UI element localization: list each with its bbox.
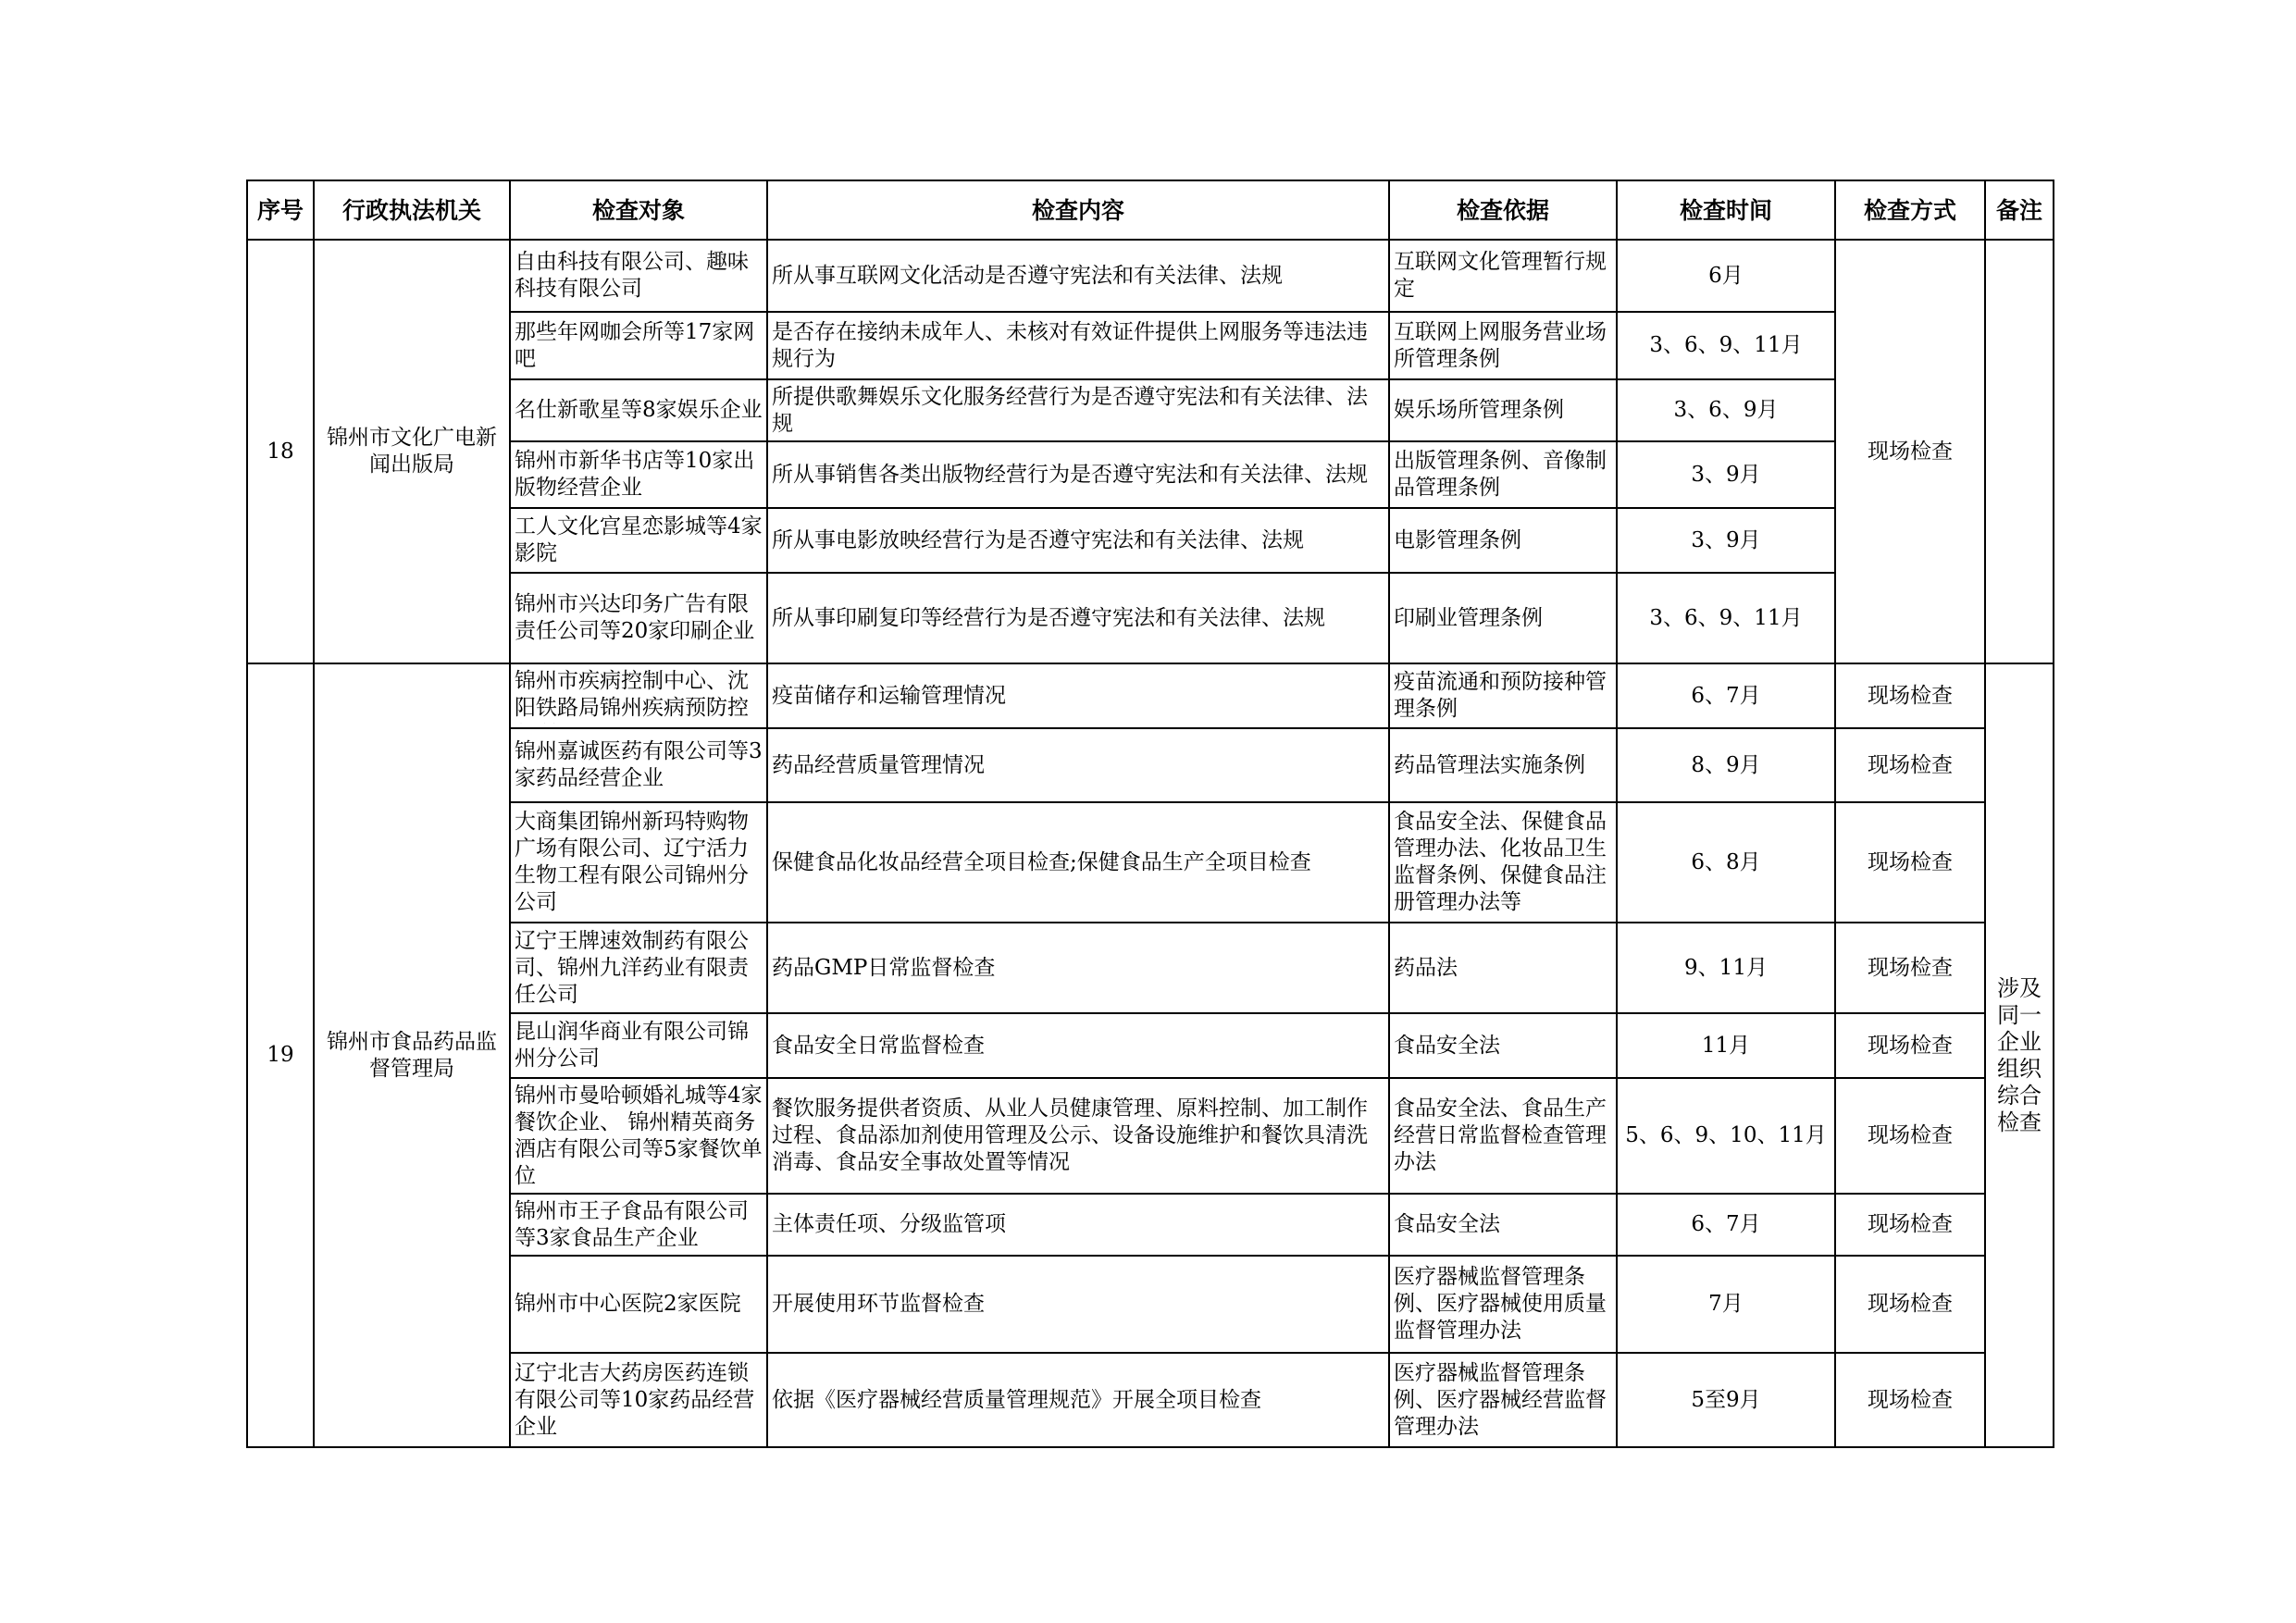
content-cell: 所从事销售各类出版物经营行为是否遵守宪法和有关法律、法规 — [767, 441, 1389, 508]
content-cell: 药品GMP日常监督检查 — [767, 923, 1389, 1013]
method-cell: 现场检查 — [1835, 240, 1985, 663]
table-row — [247, 441, 2054, 508]
target-cell: 那些年网咖会所等17家网吧 — [510, 312, 767, 379]
target-cell: 锦州市王子食品有限公司等3家食品生产企业 — [510, 1194, 767, 1256]
basis-cell — [1389, 1256, 1617, 1353]
target-cell: 大商集团锦州新玛特购物广场有限公司、辽宁活力生物工程有限公司锦州分公司 — [510, 802, 767, 923]
content-cell: 疫苗储存和运输管理情况 — [767, 663, 1389, 728]
basis-cell: 医疗器械监督管理条例、医疗器械经营监督管理办法 — [1389, 1353, 1617, 1447]
basis-cell: 食品安全法、保健食品管理办法、化妆品卫生监督条例、保健食品注册管理办法等 — [1389, 802, 1617, 923]
method-cell: 现场检查 — [1835, 1353, 1985, 1447]
table-row — [247, 1256, 2054, 1353]
inspection-table — [246, 180, 2054, 1448]
table-row — [247, 573, 2054, 663]
method-cell: 现场检查 — [1835, 1194, 1985, 1256]
table-row — [247, 312, 2054, 379]
basis-cell: 疫苗流通和预防接种管理条例 — [1389, 663, 1617, 728]
table-row — [247, 923, 2054, 1013]
basis-cell: 出版管理条例、音像制品管理条例 — [1389, 441, 1617, 508]
content-cell: 依据《医疗器械经营质量管理规范》开展全项目检查 — [767, 1353, 1389, 1447]
target-cell: 工人文化宫星恋影城等4家影院 — [510, 508, 767, 573]
seq-cell: 18 — [247, 240, 314, 663]
target-cell: 锦州市中心医院2家医院 — [510, 1256, 767, 1353]
content-cell: 主体责任项、分级监管项 — [767, 1194, 1389, 1256]
col-header-method: 检查方式 — [1835, 180, 1985, 240]
content-cell: 所从事电影放映经营行为是否遵守宪法和有关法律、法规 — [767, 508, 1389, 573]
header-row — [247, 180, 2054, 240]
time-cell: 7月 — [1617, 1256, 1835, 1353]
col-header-agency: 行政执法机关 — [314, 180, 510, 240]
basis-text: 医疗器械监督管理条例、医疗器械使用质量监督管理办法 — [1394, 1265, 1607, 1343]
method-cell: 现场检查 — [1835, 728, 1985, 802]
time-cell: 6、8月 — [1617, 802, 1835, 923]
target-cell: 昆山润华商业有限公司锦州分公司 — [510, 1013, 767, 1078]
content-cell: 餐饮服务提供者资质、从业人员健康管理、原料控制、加工制作过程、食品添加剂使用管理及公示、设备设施维护和餐饮具清洗消毒、食品安全事故处置等情况 — [767, 1078, 1389, 1194]
content-cell: 所从事印刷复印等经营行为是否遵守宪法和有关法律、法规 — [767, 573, 1389, 663]
table-row — [247, 728, 2054, 802]
col-header-basis: 检查依据 — [1389, 180, 1617, 240]
col-header-content: 检查内容 — [767, 180, 1389, 240]
basis-cell: 食品安全法 — [1389, 1013, 1617, 1078]
time-cell: 8、9月 — [1617, 728, 1835, 802]
time-cell: 5、6、9、10、11月 — [1617, 1078, 1835, 1194]
time-cell: 3、6、9月 — [1617, 379, 1835, 441]
target-cell: 辽宁王牌速效制药有限公司、锦州九洋药业有限责任公司 — [510, 923, 767, 1013]
table-row — [247, 1353, 2054, 1447]
target-cell: 锦州市兴达印务广告有限责任公司等20家印刷企业 — [510, 573, 767, 663]
basis-cell: 娱乐场所管理条例 — [1389, 379, 1617, 441]
table-row — [247, 379, 2054, 441]
content-cell: 所提供歌舞娱乐文化服务经营行为是否遵守宪法和有关法律、法规 — [767, 379, 1389, 441]
basis-cell: 印刷业管理条例 — [1389, 573, 1617, 663]
time-cell: 3、6、9、11月 — [1617, 312, 1835, 379]
target-cell: 锦州嘉诚医药有限公司等3家药品经营企业 — [510, 728, 767, 802]
target-cell — [510, 663, 767, 728]
col-header-time: 检查时间 — [1617, 180, 1835, 240]
time-cell: 3、9月 — [1617, 441, 1835, 508]
content-cell: 开展使用环节监督检查 — [767, 1256, 1389, 1353]
target-cell: 自由科技有限公司、趣味科技有限公司 — [510, 240, 767, 312]
target-cell: 锦州市新华书店等10家出版物经营企业 — [510, 441, 767, 508]
time-cell: 3、6、9、11月 — [1617, 573, 1835, 663]
method-cell: 现场检查 — [1835, 923, 1985, 1013]
basis-cell: 互联网上网服务营业场所管理条例 — [1389, 312, 1617, 379]
basis-cell: 食品安全法 — [1389, 1194, 1617, 1256]
seq-cell: 19 — [247, 663, 314, 1447]
time-cell: 5至9月 — [1617, 1353, 1835, 1447]
time-cell: 3、9月 — [1617, 508, 1835, 573]
table-row — [247, 1013, 2054, 1078]
table-row — [247, 508, 2054, 573]
table-row — [247, 1078, 2054, 1194]
method-cell: 现场检查 — [1835, 802, 1985, 923]
content-cell: 是否存在接纳未成年人、未核对有效证件提供上网服务等违法违规行为 — [767, 312, 1389, 379]
content-cell: 食品安全日常监督检查 — [767, 1013, 1389, 1078]
time-cell: 6、7月 — [1617, 663, 1835, 728]
content-cell: 保健食品化妆品经营全项目检查;保健食品生产全项目检查 — [767, 802, 1389, 923]
inspection-plan-sheet — [246, 180, 2053, 1448]
remark-cell-empty — [1985, 240, 2054, 663]
basis-cell: 电影管理条例 — [1389, 508, 1617, 573]
target-cell: 锦州市曼哈顿婚礼城等4家餐饮企业、 锦州精英商务酒店有限公司等5家餐饮单位 — [510, 1078, 767, 1194]
agency-cell: 锦州市文化广电新闻出版局 — [314, 240, 510, 663]
method-cell: 现场检查 — [1835, 1256, 1985, 1353]
col-header-target: 检查对象 — [510, 180, 767, 240]
target-text: 锦州市疾病控制中心、沈阳铁路局锦州疾病预防控 — [515, 669, 749, 720]
col-header-seq: 序号 — [247, 180, 314, 240]
time-cell: 6月 — [1617, 240, 1835, 312]
table-row — [247, 802, 2054, 923]
basis-cell: 药品管理法实施条例 — [1389, 728, 1617, 802]
col-header-remark: 备注 — [1985, 180, 2054, 240]
time-cell: 9、11月 — [1617, 923, 1835, 1013]
basis-cell: 互联网文化管理暂行规定 — [1389, 240, 1617, 312]
time-cell: 11月 — [1617, 1013, 1835, 1078]
remark-cell: 涉及同一企业组织综合检查 — [1985, 663, 2054, 1447]
table-row — [247, 240, 2054, 312]
time-cell: 6、7月 — [1617, 1194, 1835, 1256]
method-cell: 现场检查 — [1835, 1078, 1985, 1194]
agency-cell: 锦州市食品药品监督管理局 — [314, 663, 510, 1447]
method-cell: 现场检查 — [1835, 663, 1985, 728]
basis-cell: 食品安全法、食品生产经营日常监督检查管理办法 — [1389, 1078, 1617, 1194]
target-cell: 辽宁北吉大药房医药连锁有限公司等10家药品经营企业 — [510, 1353, 767, 1447]
table-row — [247, 663, 2054, 728]
basis-cell: 药品法 — [1389, 923, 1617, 1013]
content-cell: 所从事互联网文化活动是否遵守宪法和有关法律、法规 — [767, 240, 1389, 312]
content-cell: 药品经营质量管理情况 — [767, 728, 1389, 802]
method-cell: 现场检查 — [1835, 1013, 1985, 1078]
target-cell: 名仕新歌星等8家娱乐企业 — [510, 379, 767, 441]
table-row — [247, 1194, 2054, 1256]
